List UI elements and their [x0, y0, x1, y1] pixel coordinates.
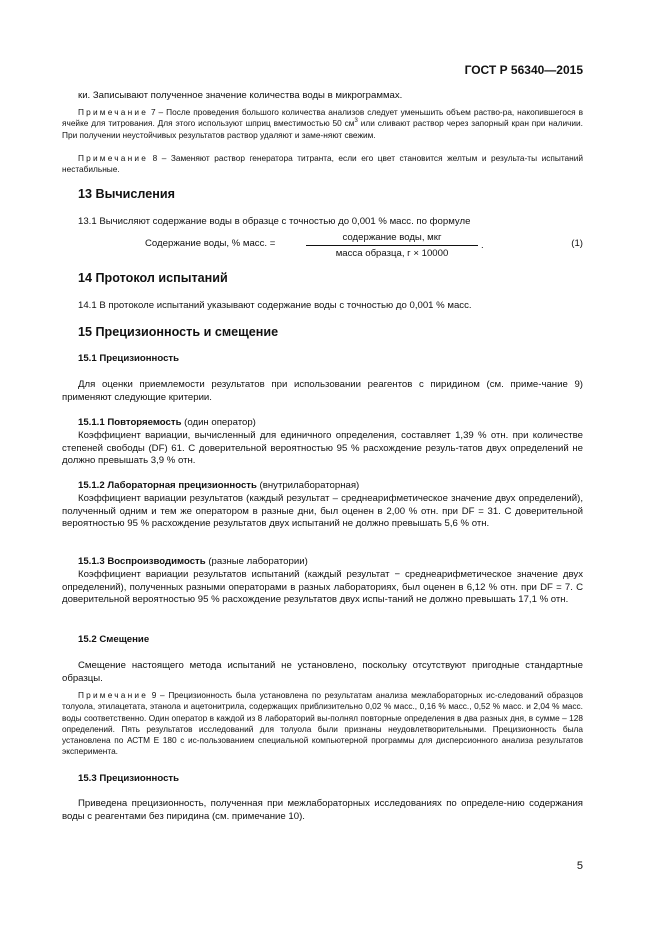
- section-15-3-text: Приведена прецизионность, полученная при межлабораторных исследованиях по определе-нию содержания воды с реагентами без пиридина (см. примечание 10).: [62, 798, 583, 822]
- formula-fraction: [306, 232, 478, 259]
- section-15-3-heading: 15.3 Прецизионность: [78, 773, 180, 784]
- lab-precision-title: 15.1.2 Лабораторная прецизионность: [78, 480, 257, 491]
- repeatability-title: 15.1.1 Повторяемость: [78, 417, 182, 428]
- section-15-1-3-heading: [78, 556, 583, 569]
- formula-numerator: содержание воды, мкг: [306, 232, 478, 246]
- note-8-label: Примечание: [78, 153, 149, 163]
- lab-precision-note: (внутрилабораторная): [256, 480, 360, 491]
- section-15-1-text: Для оценки приемлемости результатов при использовании реагентов с пиридином (см. приме-чание 9) применяют следующие критерии.: [62, 379, 583, 403]
- section-15-1-heading: 15.1 Прецизионность: [78, 353, 180, 364]
- note-7-label: Примечание: [78, 107, 149, 117]
- section-15-heading: 15 Прецизионность и смещение: [78, 325, 279, 339]
- formula-number: (1): [571, 238, 583, 249]
- section-15-2-text: Смещение настоящего метода испытаний не установлено, поскольку отсутствуют пригодные стандартные образцы.: [62, 660, 583, 684]
- section-15-1-2-text: Коэффициент вариации результатов (каждый результат – среднеарифметическое значение двух определений), полученный одним и тем же оператором в разные дни, был оценен в 2,00 % отн. при DF = 31. С доверительной вероятностью 95 % расхождение результатов двух испытаний не должно превышать 5,6 % отн.: [62, 493, 583, 529]
- reproducibility-title: 15.1.3 Воспроизводимость: [78, 556, 206, 567]
- note-9-label: Примечание: [78, 690, 149, 700]
- section-15-2-heading: 15.2 Смещение: [78, 634, 150, 645]
- reproducibility-note: (разные лаборатории): [205, 556, 308, 567]
- standard-header: ГОСТ Р 56340—2015: [464, 63, 583, 77]
- note-9: [62, 690, 583, 758]
- note-8-text: 8 – Заменяют раствор генератора титранта, если его цвет становится желтым и результа-ты испытаний нестабильные.: [62, 153, 583, 175]
- note-7-tail: или сливают раствор через запорный кран при наличии. При получении неустойчивых результатов раствор удаляют и заме-няют свежим.: [62, 118, 583, 140]
- note-8: [62, 153, 583, 176]
- section-14-heading: 14 Протокол испытаний: [78, 271, 228, 285]
- section-15-1-2-heading: [78, 480, 583, 493]
- paragraph-continuation: ки. Записывают полученное значение количества воды в микрограммах.: [78, 90, 403, 101]
- section-15-1-1-heading: [78, 417, 583, 430]
- repeatability-note: (один оператор): [181, 417, 256, 428]
- note-9-text: 9 – Прецизионность была установлена по результатам анализа межлабораторных ис-следований образцов толуола, этилацетата, этанола и ацетонитрила, содержащих приблизительно 0,02 % масс., 0,16 % масс., 0,52 % масс. и 2,04 % масс. воды соответственно. Один оператор в каждой из 8 лабораторий вы-полнял повторные определения в два разных дня, в сумме – 128 определений. Пять результатов исследований для толуола были признаны неудовлетворительными. Прецизионность была установлена по АСТМ Е 180 с ис-пользованием специальной компьютерной программы для дисперсионного анализа результатов эксперимента.: [62, 690, 583, 757]
- section-13-1-text: 13.1 Вычисляют содержание воды в образце с точностью до 0,001 % масс. по формуле: [78, 216, 471, 227]
- note-7: [62, 107, 583, 141]
- note-7-sup: 3: [354, 118, 358, 125]
- formula-denominator: масса образца, г × 10000: [335, 248, 449, 259]
- formula-left-side: Содержание воды, % масс. =: [145, 238, 276, 249]
- section-15-1-1-text: Коэффициент вариации, вычисленный для единичного определения, составляет 1,39 % отн. при количестве степеней свободы (DF) 61. С доверительной вероятностью 95 % расхождение резуль-татов двух определений не должно превышать 3,9 % отн.: [62, 430, 583, 466]
- formula-period: .: [481, 240, 484, 251]
- note-7-lead: 7 – После проведения большого количества анализов следует уменьшить объем раство-ра, накопившегося в ячейке для титрования. Для этого используют шприц вместимостью 50 см: [62, 107, 583, 129]
- page-number: 5: [576, 860, 583, 872]
- section-15-1-3-text: Коэффициент вариации результатов испытаний (каждый результат − среднеарифметическое значение двух определений), полученных разными операторами в разных лабораториях, был оценен в 6,12 % отн. при DF = 7. С доверительной вероятностью 95 % расхождение результатов двух испы-таний не должно превышать 17,1 % отн.: [62, 569, 583, 605]
- section-13-heading: 13 Вычисления: [78, 187, 175, 201]
- section-14-1-text: 14.1 В протоколе испытаний указывают содержание воды с точностью до 0,001 % масс.: [78, 300, 472, 311]
